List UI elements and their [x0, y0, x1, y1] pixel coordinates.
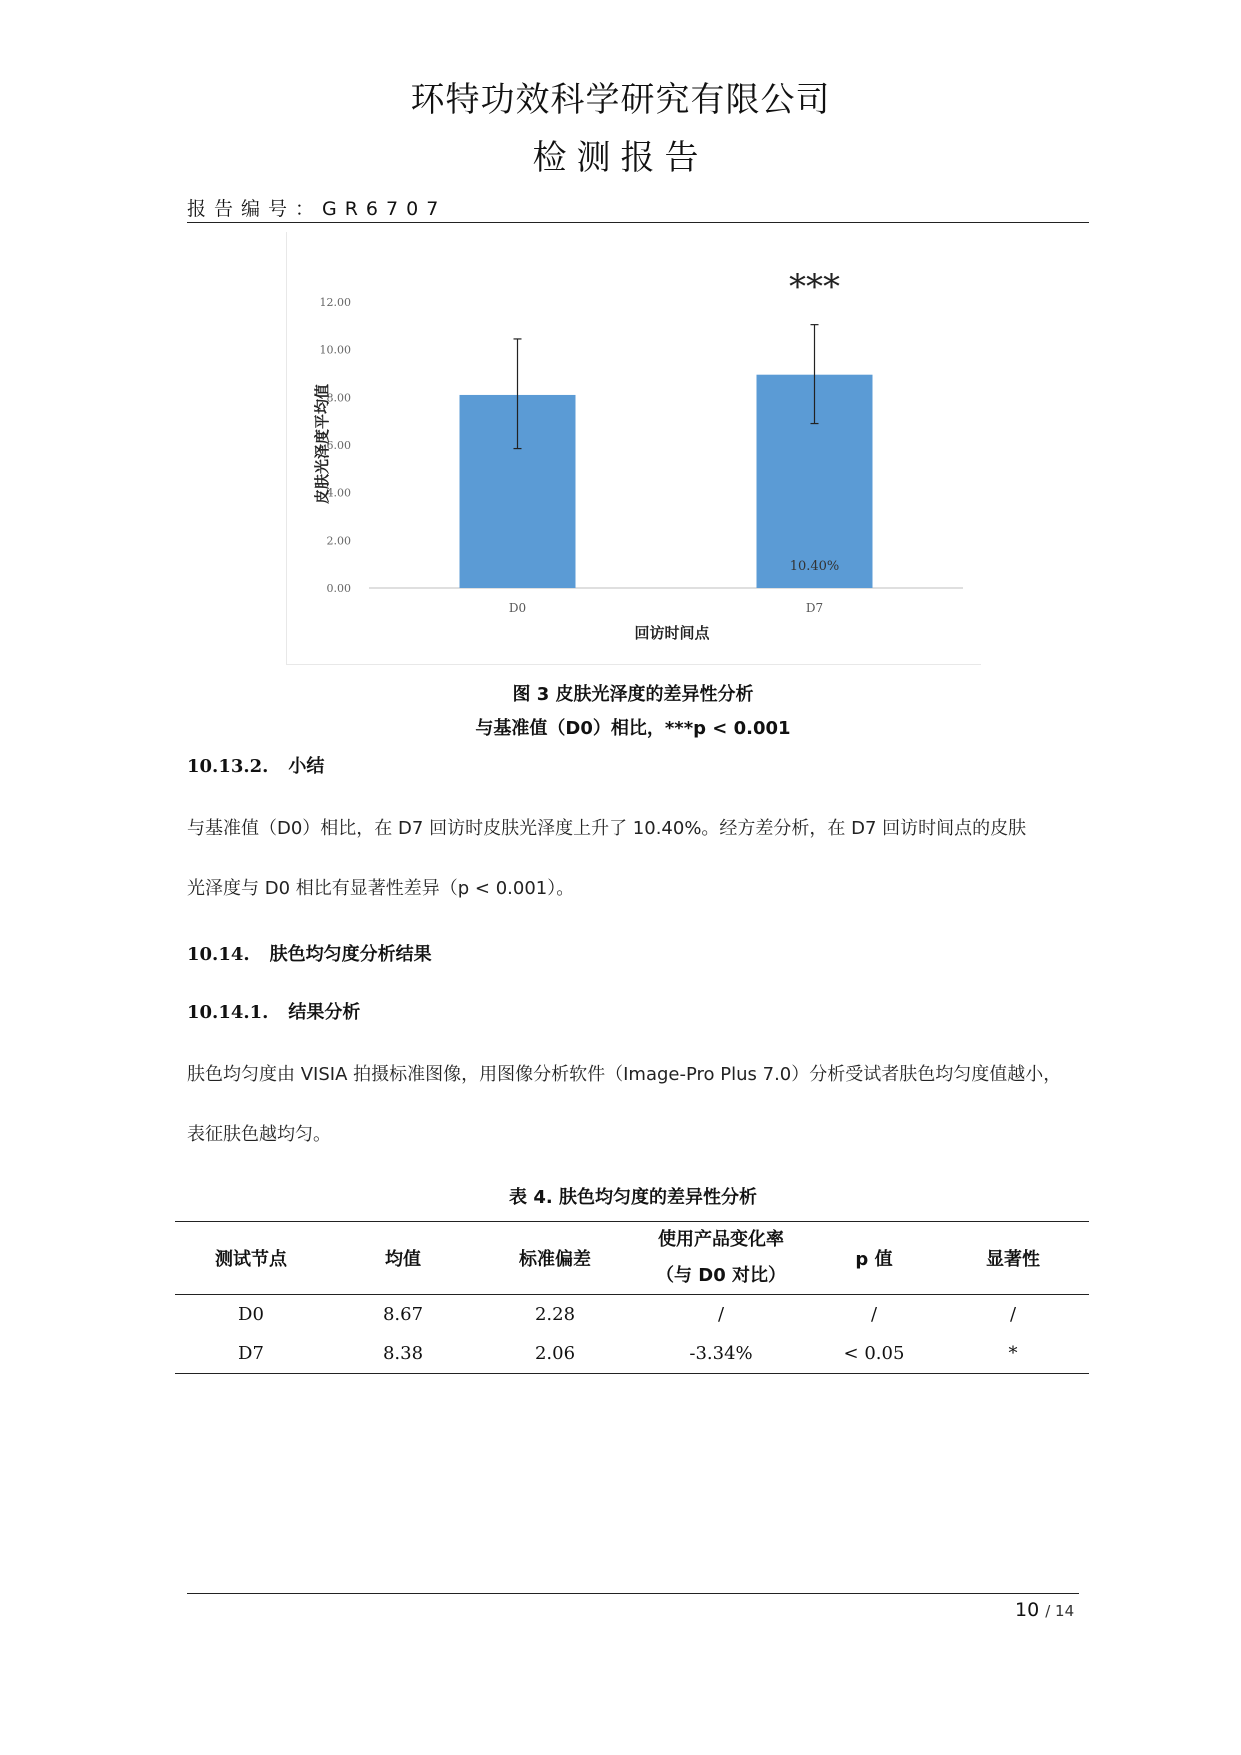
section-heading-10-13-2: [187, 752, 324, 778]
y-tick-label: 2.00: [326, 534, 351, 548]
table-cell: 8.38: [327, 1334, 479, 1374]
bar-data-label: 10.40%: [789, 559, 840, 574]
x-tick-label: D0: [508, 601, 527, 615]
table-cell: /: [870, 1304, 878, 1325]
header-divider: [187, 222, 1089, 223]
change-rate-line2: （与 D0 对比）: [656, 1265, 786, 1286]
col-header-mean: 均值: [327, 1222, 479, 1295]
col-header-sd: 标准偏差: [479, 1222, 631, 1295]
summary-paragraph-line1: 与基准值（D0）相比，在 D7 回访时皮肤光泽度上升了 10.40%。经方差分析，在 D7 回访时间点的皮肤: [187, 818, 1027, 839]
change-rate-line1: 使用产品变化率: [658, 1229, 784, 1250]
table-cell: D7: [175, 1334, 327, 1374]
summary-paragraph-line2: 光泽度与 D0 相比有显著性差异（p < 0.001）。: [187, 878, 575, 899]
analysis-paragraph-line1: 肤色均匀度由 VISIA 拍摄标准图像，用图像分析软件（Image-Pro Plus 7.0）分析受试者肤色均匀度值越小，: [187, 1064, 1062, 1085]
table-caption: 表 4. 肤色均匀度的差异性分析: [509, 1187, 757, 1208]
table-row: [175, 1295, 1089, 1335]
col-header-significance: 显著性: [937, 1222, 1089, 1295]
bar-chart: [286, 232, 981, 665]
section-title: 肤色均匀度分析结果: [269, 944, 432, 965]
report-number: 报告编号：GR6707: [187, 198, 447, 220]
footer-divider: [187, 1593, 1079, 1594]
section-number: 10.13.2.: [187, 756, 269, 777]
current-page: 10: [1015, 1599, 1040, 1621]
analysis-paragraph-line2: 表征肤色越均匀。: [187, 1124, 331, 1145]
table-cell: *: [937, 1334, 1089, 1374]
col-header-p: p 值: [811, 1222, 937, 1295]
company-name: 环特功效科学研究有限公司: [410, 80, 831, 120]
section-title: 结果分析: [288, 1002, 361, 1023]
y-tick-label: 10.00: [319, 343, 351, 357]
y-tick-label: 4.00: [326, 486, 351, 500]
col-header-change-rate: [631, 1222, 811, 1295]
table-cell: /: [717, 1304, 725, 1325]
y-tick-label: 12.00: [319, 296, 351, 309]
y-tick-label: 0.00: [326, 582, 351, 595]
table-cell: D0: [238, 1304, 264, 1325]
page-number: [1015, 1599, 1074, 1621]
section-number: 10.14.: [187, 944, 250, 965]
table-cell: -3.34%: [631, 1334, 811, 1374]
x-axis-title: 回访时间点: [634, 624, 710, 642]
col-header-node: 测试节点: [175, 1222, 327, 1295]
table-header-row: [175, 1222, 1089, 1295]
y-tick-label: 6.00: [326, 439, 351, 452]
table-cell: /: [1009, 1304, 1017, 1325]
section-number: 10.14.1.: [187, 1002, 269, 1023]
total-pages: / 14: [1045, 1602, 1075, 1620]
figure-subcaption: 与基准值（D0）相比，***p < 0.001: [475, 718, 791, 739]
significance-label: ***: [789, 267, 840, 307]
table-cell: 2.06: [479, 1334, 631, 1374]
document-title: 检测报告: [532, 138, 709, 178]
y-tick-label: 8.00: [326, 391, 351, 405]
table-row: [175, 1334, 1089, 1374]
table-cell: 8.67: [382, 1304, 424, 1325]
chart-svg: [287, 232, 981, 664]
y-axis-title: 皮肤光泽度平均值: [313, 383, 331, 505]
uniformity-table: [175, 1221, 1089, 1374]
section-heading-10-14-1: [187, 998, 360, 1024]
section-heading-10-14: [187, 940, 432, 966]
table-cell: 2.28: [534, 1304, 576, 1325]
section-title: 小结: [288, 756, 325, 777]
table-cell: < 0.05: [811, 1334, 937, 1374]
x-tick-label: D7: [805, 601, 824, 615]
figure-caption: 图 3 皮肤光泽度的差异性分析: [512, 684, 754, 705]
